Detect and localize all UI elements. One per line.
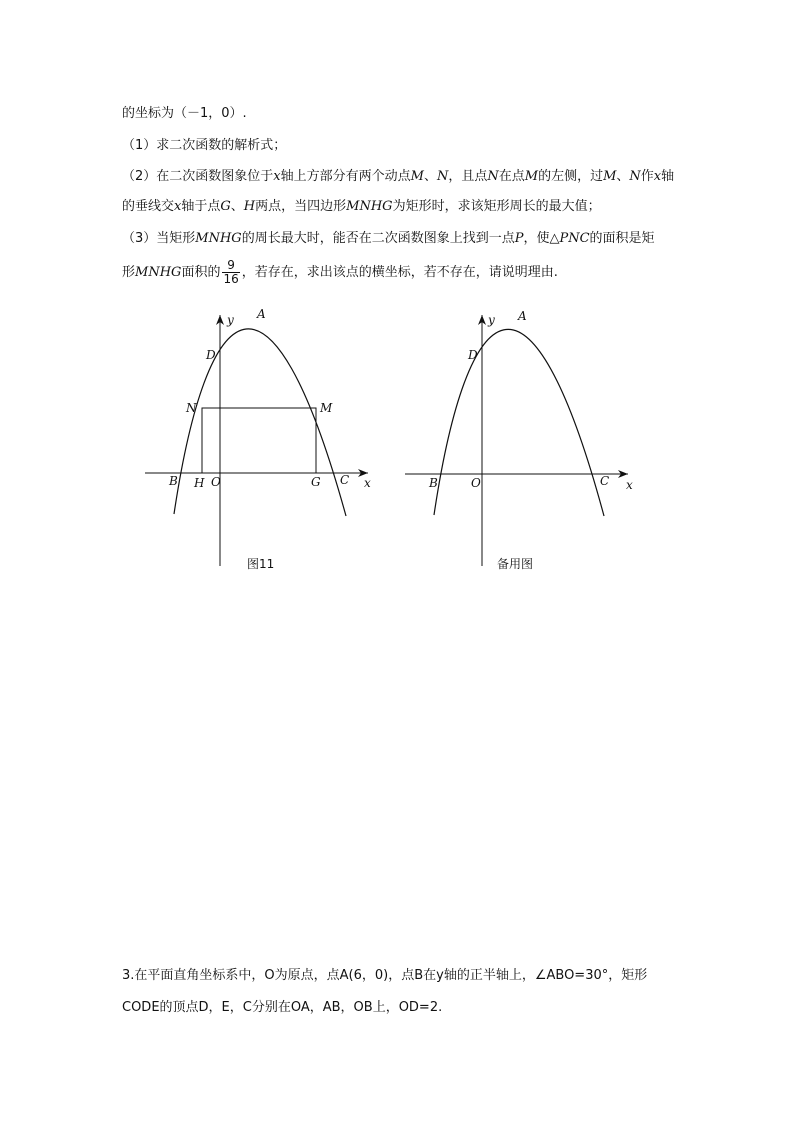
problem2-part2-line2 [122, 197, 601, 217]
label-N: N [186, 401, 197, 415]
part2-text-i: 轴于点 [181, 199, 221, 214]
label-H: H [194, 476, 205, 490]
part3-text-f: 面积的 [181, 265, 221, 280]
problem3-line2 [122, 998, 442, 1018]
part2-text-b: 轴上方部分有两个动点 [280, 169, 411, 184]
problem3-line1 [122, 966, 647, 986]
var-MNHG: MNHG [135, 265, 182, 280]
var-x: x [653, 169, 662, 184]
part3-text-d: 的面积是矩 [589, 231, 655, 246]
var-P: P [514, 231, 524, 246]
problem2-part2-line1 [122, 167, 674, 187]
label-x: x [364, 476, 371, 490]
rectangle-MNHG [202, 408, 316, 473]
var-x: x [273, 169, 281, 184]
part2-text-a: （2）在二次函数图象位于 [122, 169, 274, 184]
problem3-text-1: 3.在平面直角坐标系中，O为原点，点A(6，0)，点B在y轴的正半轴上，∠ABO=30°，矩形 [122, 968, 648, 983]
part3-text-a: （3）当矩形 [122, 231, 196, 246]
part2-text-j: 两点，当四边形 [255, 199, 347, 214]
label-C: C [600, 474, 610, 488]
part3-text-e: 形 [122, 265, 136, 280]
label-D: D [468, 348, 478, 362]
label-C: C [340, 473, 350, 487]
parabola-curve [434, 329, 604, 516]
problem2-part1 [122, 136, 286, 156]
part2-text-e: 的左侧，过 [538, 169, 604, 184]
var-MNHG: MNHG [195, 231, 242, 246]
figure-11-caption: 图11 [247, 557, 275, 571]
fraction-denominator: 16 [223, 272, 239, 286]
part2-text-g: 轴 [661, 169, 675, 184]
var-MNHG: MNHG [346, 199, 393, 214]
part2-text-c: ，且点 [448, 169, 488, 184]
part1-text: （1）求二次函数的解析式； [122, 138, 287, 153]
separator: 、 [616, 169, 630, 184]
problem2-line-coordinates [122, 104, 247, 124]
var-M: M [410, 169, 424, 184]
backup-figure-graph [400, 300, 640, 575]
label-O: O [471, 476, 481, 490]
label-A: A [257, 307, 266, 321]
var-N: N [436, 169, 449, 184]
label-x: x [626, 478, 633, 492]
part3-text-c: ，使△ [523, 231, 560, 246]
var-G: G [220, 199, 231, 214]
label-B: B [429, 476, 438, 490]
var-M: M [603, 169, 617, 184]
part2-text-d: 在点 [498, 169, 525, 184]
problem2-part3-line2 [122, 258, 558, 288]
var-x: x [174, 199, 182, 214]
problem2-part3-line1 [122, 229, 655, 249]
part2-text-f: 作 [640, 169, 654, 184]
backup-figure-caption: 备用图 [497, 557, 534, 571]
problem3-text-2: CODE的顶点D，E，C分别在OA，AB，OB上，OD=2. [122, 1000, 443, 1015]
part2-text-k: 为矩形时，求该矩形周长的最大值； [392, 199, 601, 214]
label-G: G [311, 475, 321, 489]
var-H: H [243, 199, 256, 214]
label-A: A [518, 309, 527, 323]
var-N: N [487, 169, 499, 184]
problem2-line1: 的坐标为（－1，0）. [122, 106, 247, 121]
part3-text-g: ，若存在，求出该点的横坐标，若不存在，请说明理由. [241, 265, 558, 280]
label-O: O [211, 475, 221, 489]
separator: 、 [230, 199, 244, 214]
separator: 、 [423, 169, 437, 184]
part3-text-b: 的周长最大时，能否在二次函数图象上找到一点 [241, 231, 515, 246]
label-y: y [227, 313, 234, 327]
figure-11-graph [140, 300, 380, 575]
var-N: N [629, 169, 641, 184]
var-M: M [524, 169, 539, 184]
label-B: B [169, 474, 178, 488]
part2-text-h: 的垂线交 [122, 199, 175, 214]
fraction-numerator: 9 [222, 259, 239, 273]
label-M: M [320, 401, 333, 415]
var-PNC: PNC [559, 231, 590, 246]
label-D: D [206, 348, 216, 362]
fraction-nine-sixteenths [222, 259, 239, 286]
label-y: y [488, 313, 495, 327]
